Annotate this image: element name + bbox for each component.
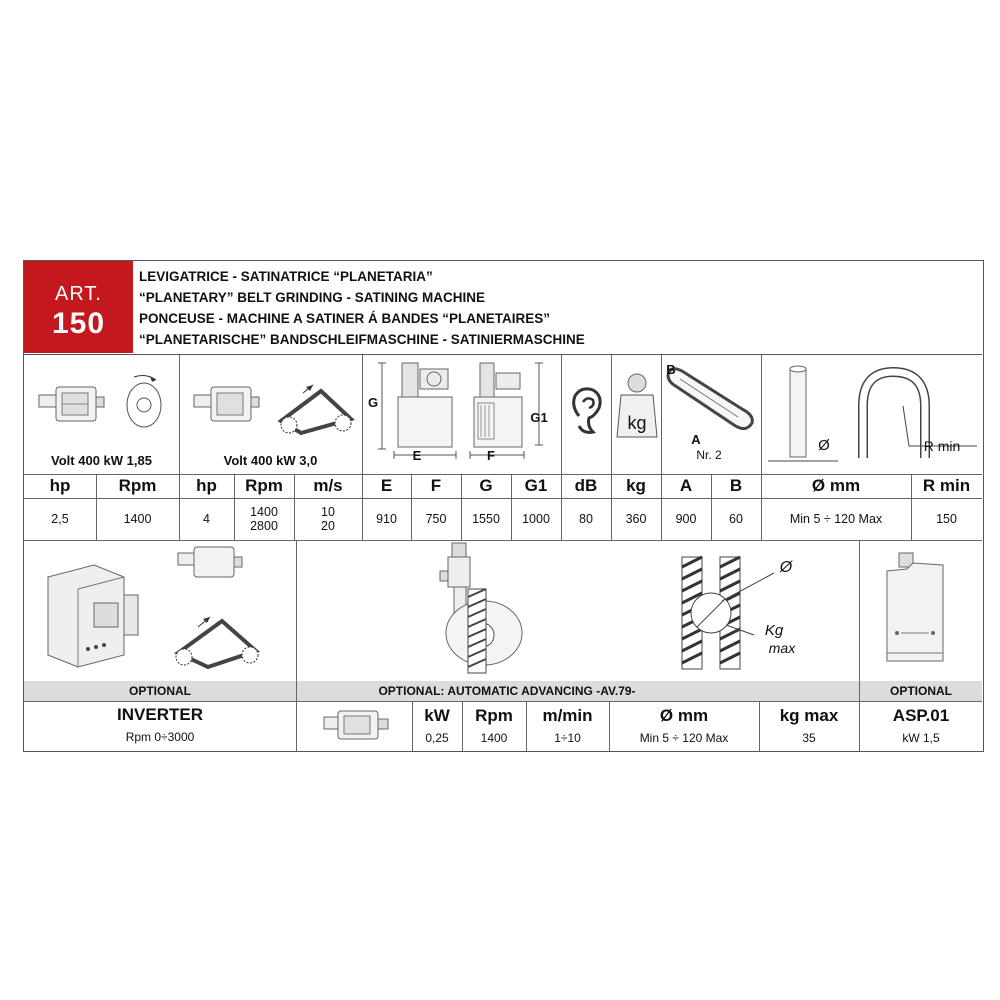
spec-value-kg: 360 — [625, 512, 647, 526]
spec-header-kg: kg — [626, 476, 646, 495]
motor-pulley-icon — [34, 383, 174, 443]
belt-b-label: B — [666, 361, 676, 377]
spec-header-rpm1: Rpm — [118, 476, 157, 495]
belt-a-label: A — [691, 431, 701, 447]
dim-e-label: E — [412, 447, 422, 463]
motor2-caption: Volt 400 kW 3,0 — [223, 452, 318, 468]
aspirator-icon — [877, 549, 957, 679]
spec-header-db: dB — [574, 476, 598, 495]
motor-belt-icon — [189, 383, 359, 443]
title-english: “PLANETARY” BELT GRINDING - SATINING MACHINE — [139, 290, 485, 305]
sheet-header — [24, 261, 982, 355]
machine-titles — [139, 266, 585, 350]
bend-radius-label: R min — [923, 438, 961, 454]
spec-value-a: 900 — [675, 512, 697, 526]
aspirator-power: kW 1,5 — [902, 731, 940, 745]
av-value-feed: 1÷10 — [554, 731, 581, 745]
spec-header-a: A — [679, 476, 693, 495]
inverter-title: INVERTER — [117, 705, 203, 724]
dim-g1-label: G1 — [530, 409, 548, 425]
ear-noise-icon — [567, 386, 607, 436]
spec-sheet — [23, 260, 984, 752]
spec-value-diameter: Min 5 ÷ 120 Max — [789, 512, 883, 526]
inverter-rpm: Rpm 0÷3000 — [125, 730, 195, 744]
spec-header-rmin: R min — [922, 476, 971, 495]
spec-header-f: F — [430, 476, 442, 495]
advancing-diameter-symbol: Ø — [779, 559, 793, 576]
spec-value-e: 910 — [376, 512, 397, 526]
av-value-rpm: 1400 — [480, 731, 508, 745]
spec-value-g: 1550 — [472, 512, 500, 526]
spec-value-speed: 10 20 — [321, 505, 335, 533]
spec-value-hp2: 4 — [203, 512, 210, 526]
av-value-kgmax: 35 — [802, 731, 816, 745]
spec-header-e: E — [380, 476, 393, 495]
motor1-caption: Volt 400 kW 1,85 — [51, 452, 152, 468]
advancing-kg-label: Kg — [764, 621, 784, 639]
spec-header-hp1: hp — [49, 476, 71, 495]
advancing-max-label: max — [768, 640, 796, 656]
spec-header-g1: G1 — [524, 476, 548, 495]
av-header-diameter: Ø mm — [659, 706, 709, 725]
av-value-diameter: Min 5 ÷ 120 Max — [639, 731, 729, 745]
av-header-feed: m/min — [542, 706, 593, 725]
aspirator-title: ASP.01 — [892, 706, 950, 725]
av-header-kw: kW — [424, 706, 450, 725]
dim-f-label: F — [487, 447, 495, 463]
weight-label: kg — [627, 412, 647, 433]
tube-diameter-symbol: Ø — [818, 436, 830, 454]
av-header-kgmax: kg max — [779, 706, 839, 725]
spec-value-db: 80 — [579, 512, 593, 526]
spec-header-hp2: hp — [196, 476, 217, 495]
title-italian: LEVIGATRICE - SATINATRICE “PLANETARIA” — [139, 269, 433, 284]
spec-value-rpm2: 1400 2800 — [250, 505, 278, 533]
title-german: “PLANETARISCHE” BANDSCHLEIFMASCHINE - SATINIERMASCHINE — [139, 332, 585, 347]
spec-value-rpm1: 1400 — [123, 512, 152, 526]
spec-value-g1: 1000 — [522, 512, 550, 526]
optional-aspirator-label: OPTIONAL — [890, 684, 952, 698]
spec-header-speed: m/s — [313, 476, 343, 495]
av-value-kw: 0,25 — [425, 731, 449, 745]
spec-header-b: B — [729, 476, 743, 495]
spec-value-hp1: 2,5 — [51, 512, 69, 526]
bend-radius-icon — [859, 366, 979, 471]
title-french: PONCEUSE - MACHINE A SATINER Á BANDES “PLANETAIRES” — [139, 311, 551, 326]
tube-diameter-icon — [766, 361, 846, 471]
spec-value-rmin: 150 — [936, 512, 957, 526]
belt-dimensions-icon — [666, 365, 758, 443]
av-header-rpm: Rpm — [475, 706, 513, 725]
belt-count: Nr. 2 — [696, 448, 722, 462]
article-number: 150 — [51, 307, 106, 340]
optional-advancing-label: OPTIONAL: AUTOMATIC ADVANCING -AV.79- — [378, 684, 636, 698]
article-label: ART. — [55, 283, 102, 305]
dim-g-label: G — [367, 394, 379, 410]
spec-header-g: G — [479, 476, 493, 495]
article-badge — [24, 261, 133, 353]
spec-value-b: 60 — [729, 512, 743, 526]
optional-inverter-label: OPTIONAL — [129, 684, 191, 698]
spec-value-f: 750 — [425, 512, 447, 526]
spec-header-rpm2: Rpm — [245, 476, 283, 495]
feeder-motor-icon — [320, 707, 400, 747]
automatic-advancing-icon — [414, 543, 814, 683]
inverter-unit-icon — [38, 547, 288, 677]
spec-header-diameter: Ø mm — [811, 476, 861, 495]
